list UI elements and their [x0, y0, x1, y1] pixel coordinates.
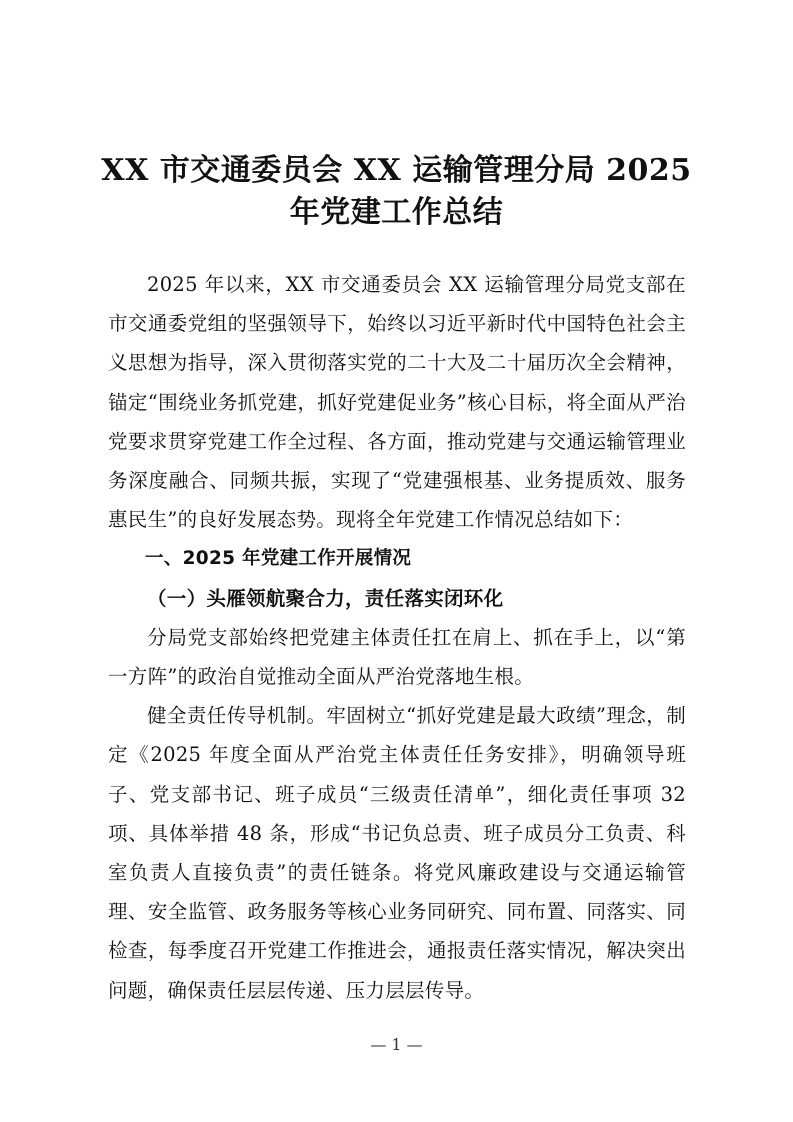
body-paragraph-responsibility: 分局党支部始终把党建主体责任扛在肩上、抓在手上，以“第一方阵”的政治自觉推动全面从严治党落地生根。: [108, 625, 686, 689]
document-body: [108, 265, 686, 1010]
subsection-heading: （一）头雁领航聚合力，责任落实闭环化: [147, 586, 504, 610]
document-title-line-2: 年党建工作总结: [289, 195, 504, 230]
document-title: [90, 150, 703, 234]
section-heading: 一、2025 年党建工作开展情况: [145, 548, 412, 570]
document-title-line-1: XX 市交通委员会 XX 运输管理分局 2025: [101, 153, 692, 188]
intro-paragraph: 2025 年以来，XX 市交通委员会 XX 运输管理分局党支部在市交通委党组的坚强领导下，始终以习近平新时代中国特色社会主义思想为指导，深入贯彻落实党的二十大及二十届历次全会精神，锚定“围绕业务抓党建，抓好党建促业务”核心目标，将全面从严治党要求贯穿党建工作全过程、各方面，推动党建与交通运输管理业务深度融合、同频共振，实现了“党建强根基、业务提质效、服务惠民生”的良好发展态势。现将全年党建工作情况总结如下：: [108, 273, 686, 532]
page-number: — 1 —: [370, 1035, 423, 1054]
body-paragraph-mechanism: 健全责任传导机制。牢固树立“抓好党建是最大政绩”理念，制定《2025 年度全面从严治党主体责任任务安排》，明确领导班子、党支部书记、班子成员“三级责任清单”，细化责任事项 32 项、具体举措 48 条，形成“书记负总责、班子成员分工负责、科室负责人直接负责”的责任链条。将党风廉政建设与交通运输管理、安全监管、政务服务等核心业务同研究、同布置、同落实、同检查，每季度召开党建工作推进会，通报责任落实情况，解决突出问题，确保责任层层传递、压力层层传导。: [108, 704, 686, 1002]
